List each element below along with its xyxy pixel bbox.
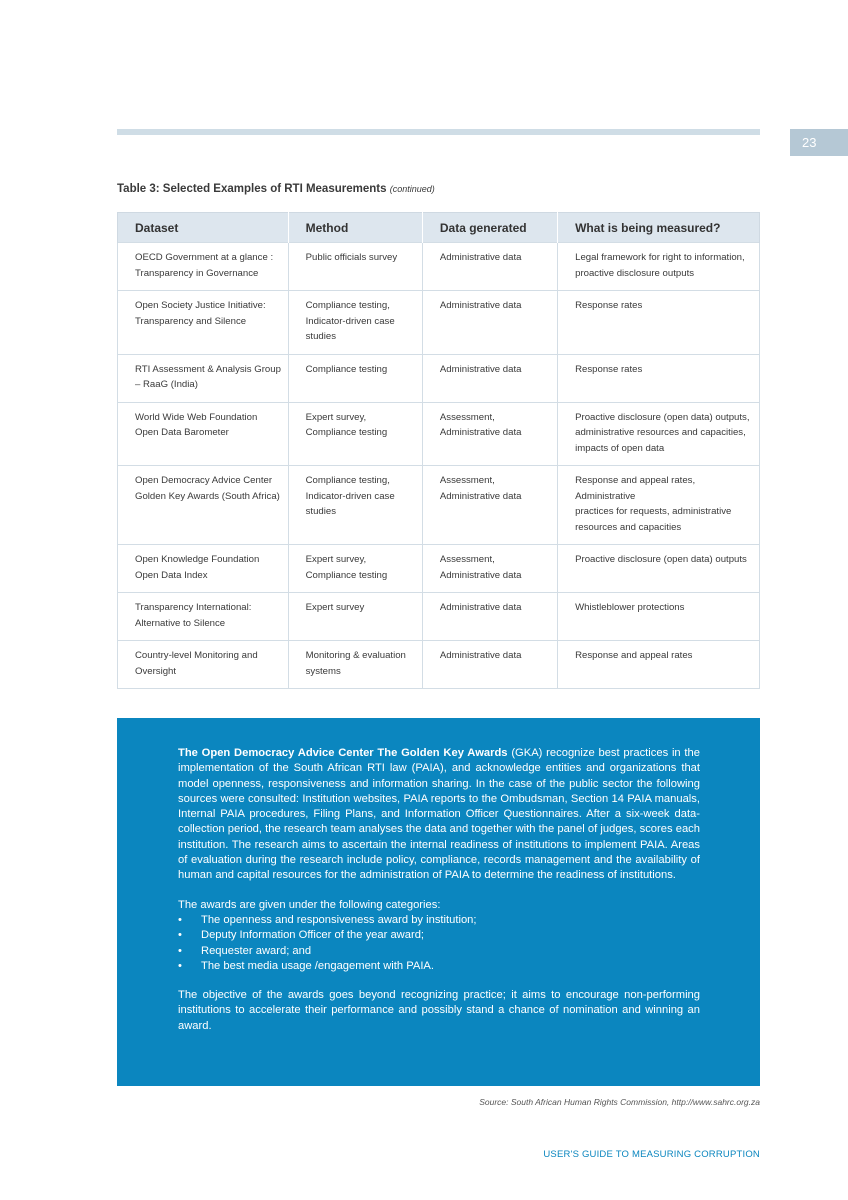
gka-description (178, 746, 700, 884)
list-item: • The openness and responsiveness award by institution; (178, 913, 700, 928)
bullet-icon: • (178, 944, 182, 957)
table-continued-label: (continued) (389, 184, 435, 194)
table-row (118, 354, 760, 402)
table-row (118, 593, 760, 641)
cell-method: Expert survey, Compliance testing (288, 402, 422, 466)
top-rule (117, 129, 760, 135)
header-data-generated: Data generated (422, 213, 557, 243)
cell-method: Compliance testing (288, 354, 422, 402)
cell-method: Expert survey (288, 593, 422, 641)
cell-measured: Response rates (558, 291, 760, 355)
cell-data-generated: Assessment, Administrative data (422, 466, 557, 545)
cell-measured: Whistleblower protections (558, 593, 760, 641)
closing-paragraph: The objective of the awards goes beyond recognizing practice; it aims to encourage non-performing institutions to accelerate their performance and possibly stand a chance of nomination and winning an award. (178, 989, 700, 1032)
cell-dataset: Open Knowledge Foundation Open Data Index (118, 545, 289, 593)
gka-lead: The Open Democracy Advice Center The Golden Key Awards (178, 747, 508, 759)
cell-data-generated: Administrative data (422, 593, 557, 641)
header-method: Method (288, 213, 422, 243)
cell-dataset: Open Democracy Advice Center Golden Key Awards (South Africa) (118, 466, 289, 545)
table-header-row (118, 213, 760, 243)
cell-method: Compliance testing, Indicator-driven case studies (288, 466, 422, 545)
cell-measured: Response and appeal rates, Administrative practices for requests, administrative resources and capacities (558, 466, 760, 545)
bullet-icon: • (178, 929, 182, 942)
cell-data-generated: Administrative data (422, 641, 557, 689)
cell-measured: Legal framework for right to information, proactive disclosure outputs (558, 243, 760, 291)
cell-dataset: Open Society Justice Initiative: Transparency and Silence (118, 291, 289, 355)
cell-data-generated: Assessment, Administrative data (422, 545, 557, 593)
gka-info-box (117, 718, 760, 1086)
header-what-measured: What is being measured? (558, 213, 760, 243)
cell-data-generated: Assessment, Administrative data (422, 402, 557, 466)
cell-dataset: OECD Government at a glance : Transparency in Governance (118, 243, 289, 291)
table-row (118, 641, 760, 689)
cell-measured: Response and appeal rates (558, 641, 760, 689)
table-title: Table 3: Selected Examples of RTI Measurements (117, 183, 387, 195)
source-citation: Source: South African Human Rights Commission, http://www.sahrc.org.za (479, 1097, 760, 1107)
list-item: • Deputy Information Officer of the year award; (178, 928, 700, 943)
header-dataset: Dataset (118, 213, 289, 243)
running-footer: USER'S GUIDE TO MEASURING CORRUPTION (543, 1149, 760, 1160)
table-caption (117, 183, 435, 195)
cell-data-generated: Administrative data (422, 291, 557, 355)
categories-intro: The awards are given under the following categories: (178, 898, 441, 911)
table-row (118, 466, 760, 545)
cell-data-generated: Administrative data (422, 243, 557, 291)
bullet-icon: • (178, 913, 182, 926)
bullet-icon: • (178, 959, 182, 972)
list-item: • Requester award; and (178, 944, 700, 959)
gka-body: (GKA) recognize best practices in the implementation of the South African RTI law (PAIA), and acknowledge entities and organizations that model openness, responsiveness and information sharing. In the case of the public sector the following sources were consulted: Institution websites, PAIA reports to the Ombudsman, Section 14 PAIA manuals, Internal PAIA procedures, Filing Plans, and Information Officer Questionnaires. After a six-week data-collection period, the research team analyses the data and together with the panel of judges, scores each institution. The research aims to ascertain the internal readiness of institutions to implement PAIA. Areas of evaluation during the research include policy, compliance, records management and the availability of human and capital resources for the administration of PAIA to determine the readiness of institutions. (178, 747, 700, 882)
cell-measured: Response rates (558, 354, 760, 402)
table-row (118, 243, 760, 291)
page-number: 23 (790, 129, 848, 156)
table-row (118, 402, 760, 466)
cell-data-generated: Administrative data (422, 354, 557, 402)
list-item: • The best media usage /engagement with PAIA. (178, 959, 700, 974)
cell-method: Monitoring & evaluation systems (288, 641, 422, 689)
cell-method: Compliance testing, Indicator-driven case studies (288, 291, 422, 355)
cell-dataset: Country-level Monitoring and Oversight (118, 641, 289, 689)
table-row (118, 291, 760, 355)
cell-method: Public officials survey (288, 243, 422, 291)
cell-measured: Proactive disclosure (open data) outputs, administrative resources and capacities, impacts of open data (558, 402, 760, 466)
table-row (118, 545, 760, 593)
rti-measurements-table (117, 212, 760, 689)
categories-list (178, 913, 700, 974)
cell-method: Expert survey, Compliance testing (288, 545, 422, 593)
cell-dataset: Transparency International: Alternative to Silence (118, 593, 289, 641)
cell-dataset: World Wide Web Foundation Open Data Barometer (118, 402, 289, 466)
cell-dataset: RTI Assessment & Analysis Group – RaaG (India) (118, 354, 289, 402)
cell-measured: Proactive disclosure (open data) outputs (558, 545, 760, 593)
